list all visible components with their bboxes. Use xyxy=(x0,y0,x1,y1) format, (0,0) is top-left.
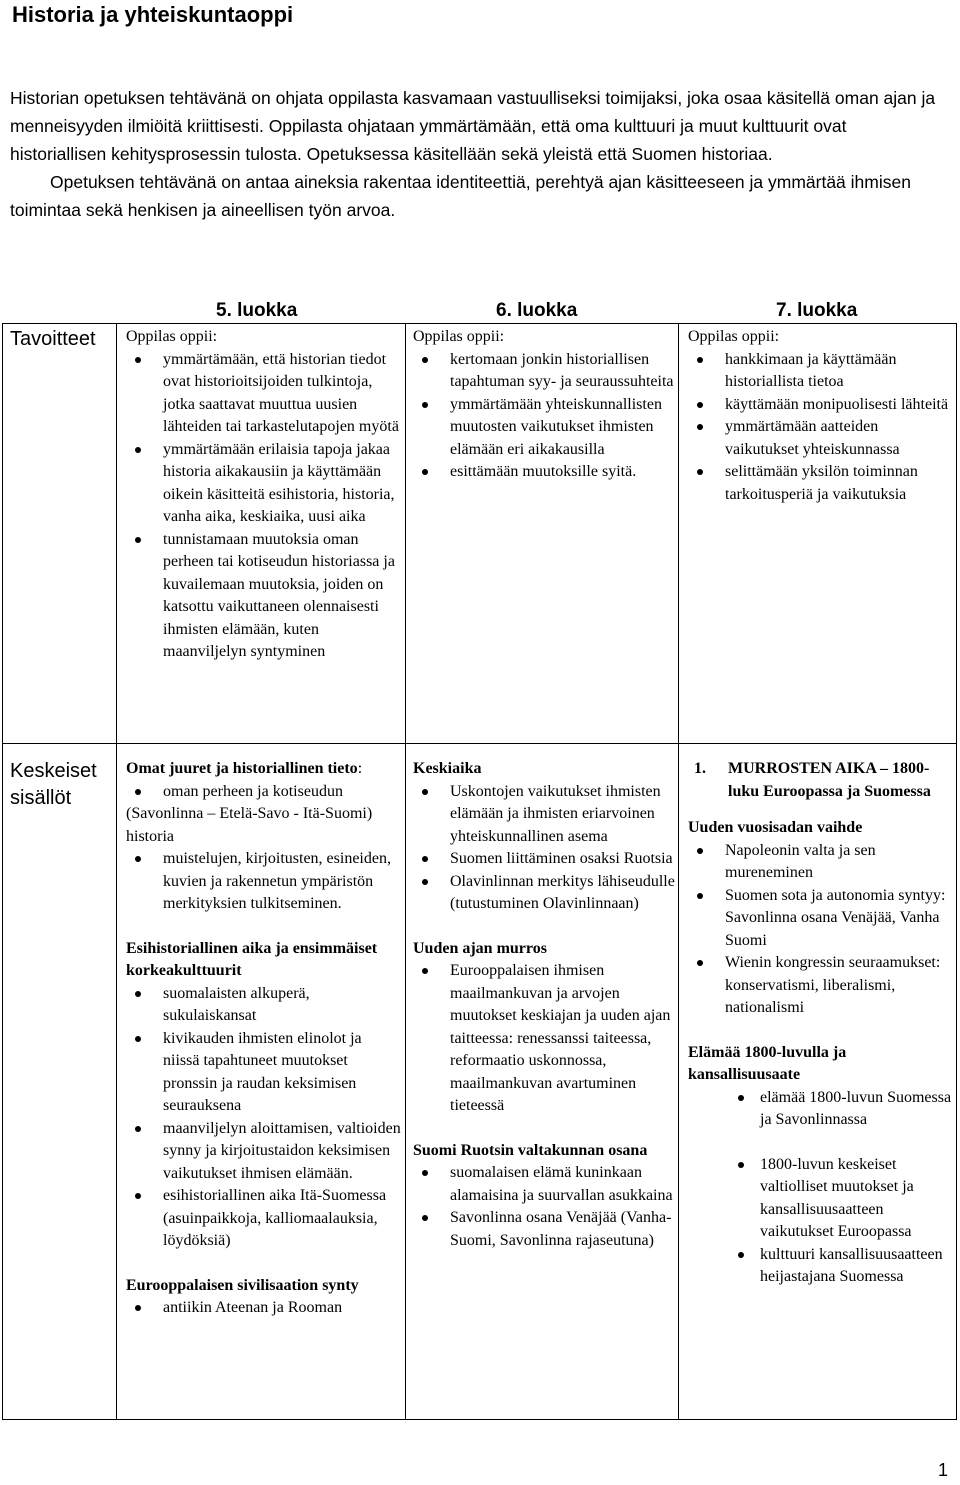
list-item-continuation: (Savonlinna – Etelä-Savo - Itä-Suomi) historia xyxy=(126,805,373,845)
list-item: käyttämään monipuolisesti lähteitä xyxy=(688,394,953,417)
cell-head: Oppilas oppii: xyxy=(688,328,780,345)
list-item: Suomen sota ja autonomia syntyy: Savonlinna osana Venäjää, Vanha Suomi xyxy=(688,885,953,953)
table-left-border xyxy=(2,323,3,1420)
list-item: tunnistamaan muutoksia oman perheen tai kotiseudun historiassa ja kuvailemaan muutoksia, joiden on katsottu vaikuttaneen olennaisesti ihmisten elämään, kuten maanviljelyn syntyminen xyxy=(126,529,401,664)
list-item: esihistoriallinen aika Itä-Suomessa (asuinpaikkoja, kalliomaalauksia, löydöksiä) xyxy=(126,1185,401,1253)
sisallot-grade-7 xyxy=(688,758,953,1289)
list-item: kivikauden ihmisten elinolot ja niissä tapahtuneet muutokset pronssin ja raudan keksimisen seurauksena xyxy=(126,1028,401,1118)
list-item: Wienin kongressin seuraamukset: konservatismi, liberalismi, nationalismi xyxy=(688,952,953,1020)
page-title: Historia ja yhteiskuntaoppi xyxy=(12,2,294,27)
table-right-border xyxy=(956,323,957,1420)
row-label-line-2: sisällöt xyxy=(10,787,72,809)
section-heading: Uuden ajan murros xyxy=(413,939,547,957)
content-list xyxy=(126,848,401,916)
section-heading: Suomi Ruotsin valtakunnan osana xyxy=(413,1141,648,1159)
list-item: kulttuuri kansallisuusaatteen heijastajana Suomessa xyxy=(688,1244,953,1289)
section-heading: Esihistoriallinen aika ja ensimmäiset korkeakulttuurit xyxy=(126,939,378,979)
table-row-divider xyxy=(2,743,956,744)
section-heading: Omat juuret ja historiallinen tieto: xyxy=(126,760,363,777)
page-number: 1 xyxy=(937,1460,948,1480)
list-item: hankkimaan ja käyttämään historiallista tietoa xyxy=(688,349,953,394)
content-list xyxy=(126,781,401,804)
sisallot-grade-5 xyxy=(126,758,401,1320)
list-item: Suomen liittäminen osaksi Ruotsia xyxy=(413,848,675,871)
content-list xyxy=(126,983,401,1253)
content-list xyxy=(688,1087,953,1289)
list-item: 1800-luvun keskeiset valtiolliset muutokset ja kansallisuusaatteen vaikutukset Euroopassa xyxy=(688,1154,953,1244)
list-item: suomalaisen elämä kuninkaan alamaisina ja suurvallan asukkaina xyxy=(413,1162,675,1207)
cell-head: Oppilas oppii: xyxy=(413,328,505,345)
list-item: selittämään yksilön toiminnan tarkoitusperiä ja vaikutuksia xyxy=(688,461,953,506)
list-item: suomalaisten alkuperä, sukulaiskansat xyxy=(126,983,401,1028)
row-label-line-1: Keskeiset xyxy=(10,760,97,782)
tavoitteet-grade-6 xyxy=(413,326,675,484)
list-item: muistelujen, kirjoitusten, esineiden, kuvien ja rakennetun ympäristön merkityksien tulkitseminen. xyxy=(126,848,401,916)
list-item: ymmärtämään erilaisia tapoja jakaa historia aikakausiin ja käyttämään oikein käsitteitä esihistoria, historia, vanha aika, keskiaika, uusi aika xyxy=(126,439,401,529)
list-item: ymmärtämään yhteiskunnallisten muutosten vaikutukset ihmisten elämään eri aikakausilla xyxy=(413,394,675,462)
tavoitteet-grade-5 xyxy=(126,326,401,664)
content-list xyxy=(688,840,953,1020)
content-list xyxy=(413,960,675,1118)
section-heading: Keskiaika xyxy=(413,760,482,777)
cell-head: Oppilas oppii: xyxy=(126,328,218,345)
goal-list xyxy=(126,349,401,664)
list-item: maanviljelyn aloittamisen, valtioiden synny ja kirjoitustaidon keksimisen vaikutukset ihmisen elämään. xyxy=(126,1118,401,1186)
goal-list xyxy=(413,349,675,484)
list-item: esittämään muutoksille syitä. xyxy=(413,461,675,484)
section-heading: Eurooppalaisen sivilisaation synty xyxy=(126,1276,359,1294)
list-item: Savonlinna osana Venäjää (Vanha-Suomi, Savonlinna rajaseutuna) xyxy=(413,1207,675,1252)
list-item: Olavinlinnan merkitys lähiseudulle (tutustuminen Olavinlinnaan) xyxy=(413,871,675,916)
grade-7-header: 7. luokka xyxy=(776,300,858,321)
section-heading: Uuden vuosisadan vaihde xyxy=(688,819,863,836)
goal-list xyxy=(688,349,953,507)
list-item: Eurooppalaisen ihmisen maailmankuvan ja arvojen muutokset keskiajan ja uuden ajan taitteessa: renessanssi taiteessa, reformaatio uskonnossa, maailmankuvan avartuminen tieteessä xyxy=(413,960,675,1118)
list-item: Napoleonin valta ja sen mureneminen xyxy=(688,840,953,885)
grade-headers xyxy=(0,300,960,324)
list-item: Uskontojen vaikutukset ihmisten elämään ja ihmisten eriarvoinen yhteiskunnallinen asema xyxy=(413,781,675,849)
content-list xyxy=(413,781,675,916)
intro-paragraph-1: Historian opetuksen tehtävänä on ohjata oppilasta kasvamaan vastuulliseksi toimijaksi, joka osaa käsitellä oman ajan ja menneisyyden ilmiöitä kriittisesti. Oppilasta ohjataan ymmärtämään, että oma kulttuuri ja muut kulttuurit ovat historiallisen kehitysprosessin tulosta. Opetuksessa käsitellään sekä yleistä että Suomen historiaa. xyxy=(10,88,936,164)
grade-5-header: 5. luokka xyxy=(216,300,298,321)
table-col-divider-3 xyxy=(678,323,679,1420)
sisallot-grade-6 xyxy=(413,758,675,1252)
section-title: MURROSTEN AIKA – 1800-luku Euroopassa ja Suomessa xyxy=(728,760,931,800)
row-label-keskeiset-sisallot xyxy=(10,758,97,812)
content-list xyxy=(413,1162,675,1252)
intro-text xyxy=(10,84,945,224)
list-item: ymmärtämään aatteiden vaikutukset yhteiskunnassa xyxy=(688,416,953,461)
section-heading xyxy=(688,758,953,803)
section-heading: Elämää 1800-luvulla ja kansallisuusaate xyxy=(688,1043,847,1083)
grade-6-header: 6. luokka xyxy=(496,300,578,321)
list-item: ymmärtämään, että historian tiedot ovat historioitsijoiden tulkintoja, jotka saattavat muuttua uusien lähteiden tai tarkastelutapojen myötä xyxy=(126,349,401,439)
row-label-tavoitteet: Tavoitteet xyxy=(10,328,96,350)
list-item: oman perheen ja kotiseudun xyxy=(126,781,401,804)
intro-paragraph-2: Opetuksen tehtävänä on antaa aineksia rakentaa identiteettiä, perehtyä ajan käsitteeseen ja ymmärtää ihmisen toimintaa sekä henkisen ja aineellisen työn arvoa. xyxy=(10,172,911,220)
table-bottom-border xyxy=(2,1419,956,1420)
table-col-divider-1 xyxy=(116,323,117,1420)
tavoitteet-grade-7 xyxy=(688,326,953,506)
list-item: antiikin Ateenan ja Rooman xyxy=(126,1297,401,1320)
table-top-border xyxy=(2,323,956,324)
table-col-divider-2 xyxy=(405,323,406,1420)
list-item: kertomaan jonkin historiallisen tapahtuman syy- ja seuraussuhteita xyxy=(413,349,675,394)
content-list xyxy=(126,1297,401,1320)
section-number: 1. xyxy=(694,760,706,777)
list-item: elämää 1800-luvun Suomessa ja Savonlinnassa xyxy=(688,1087,953,1132)
